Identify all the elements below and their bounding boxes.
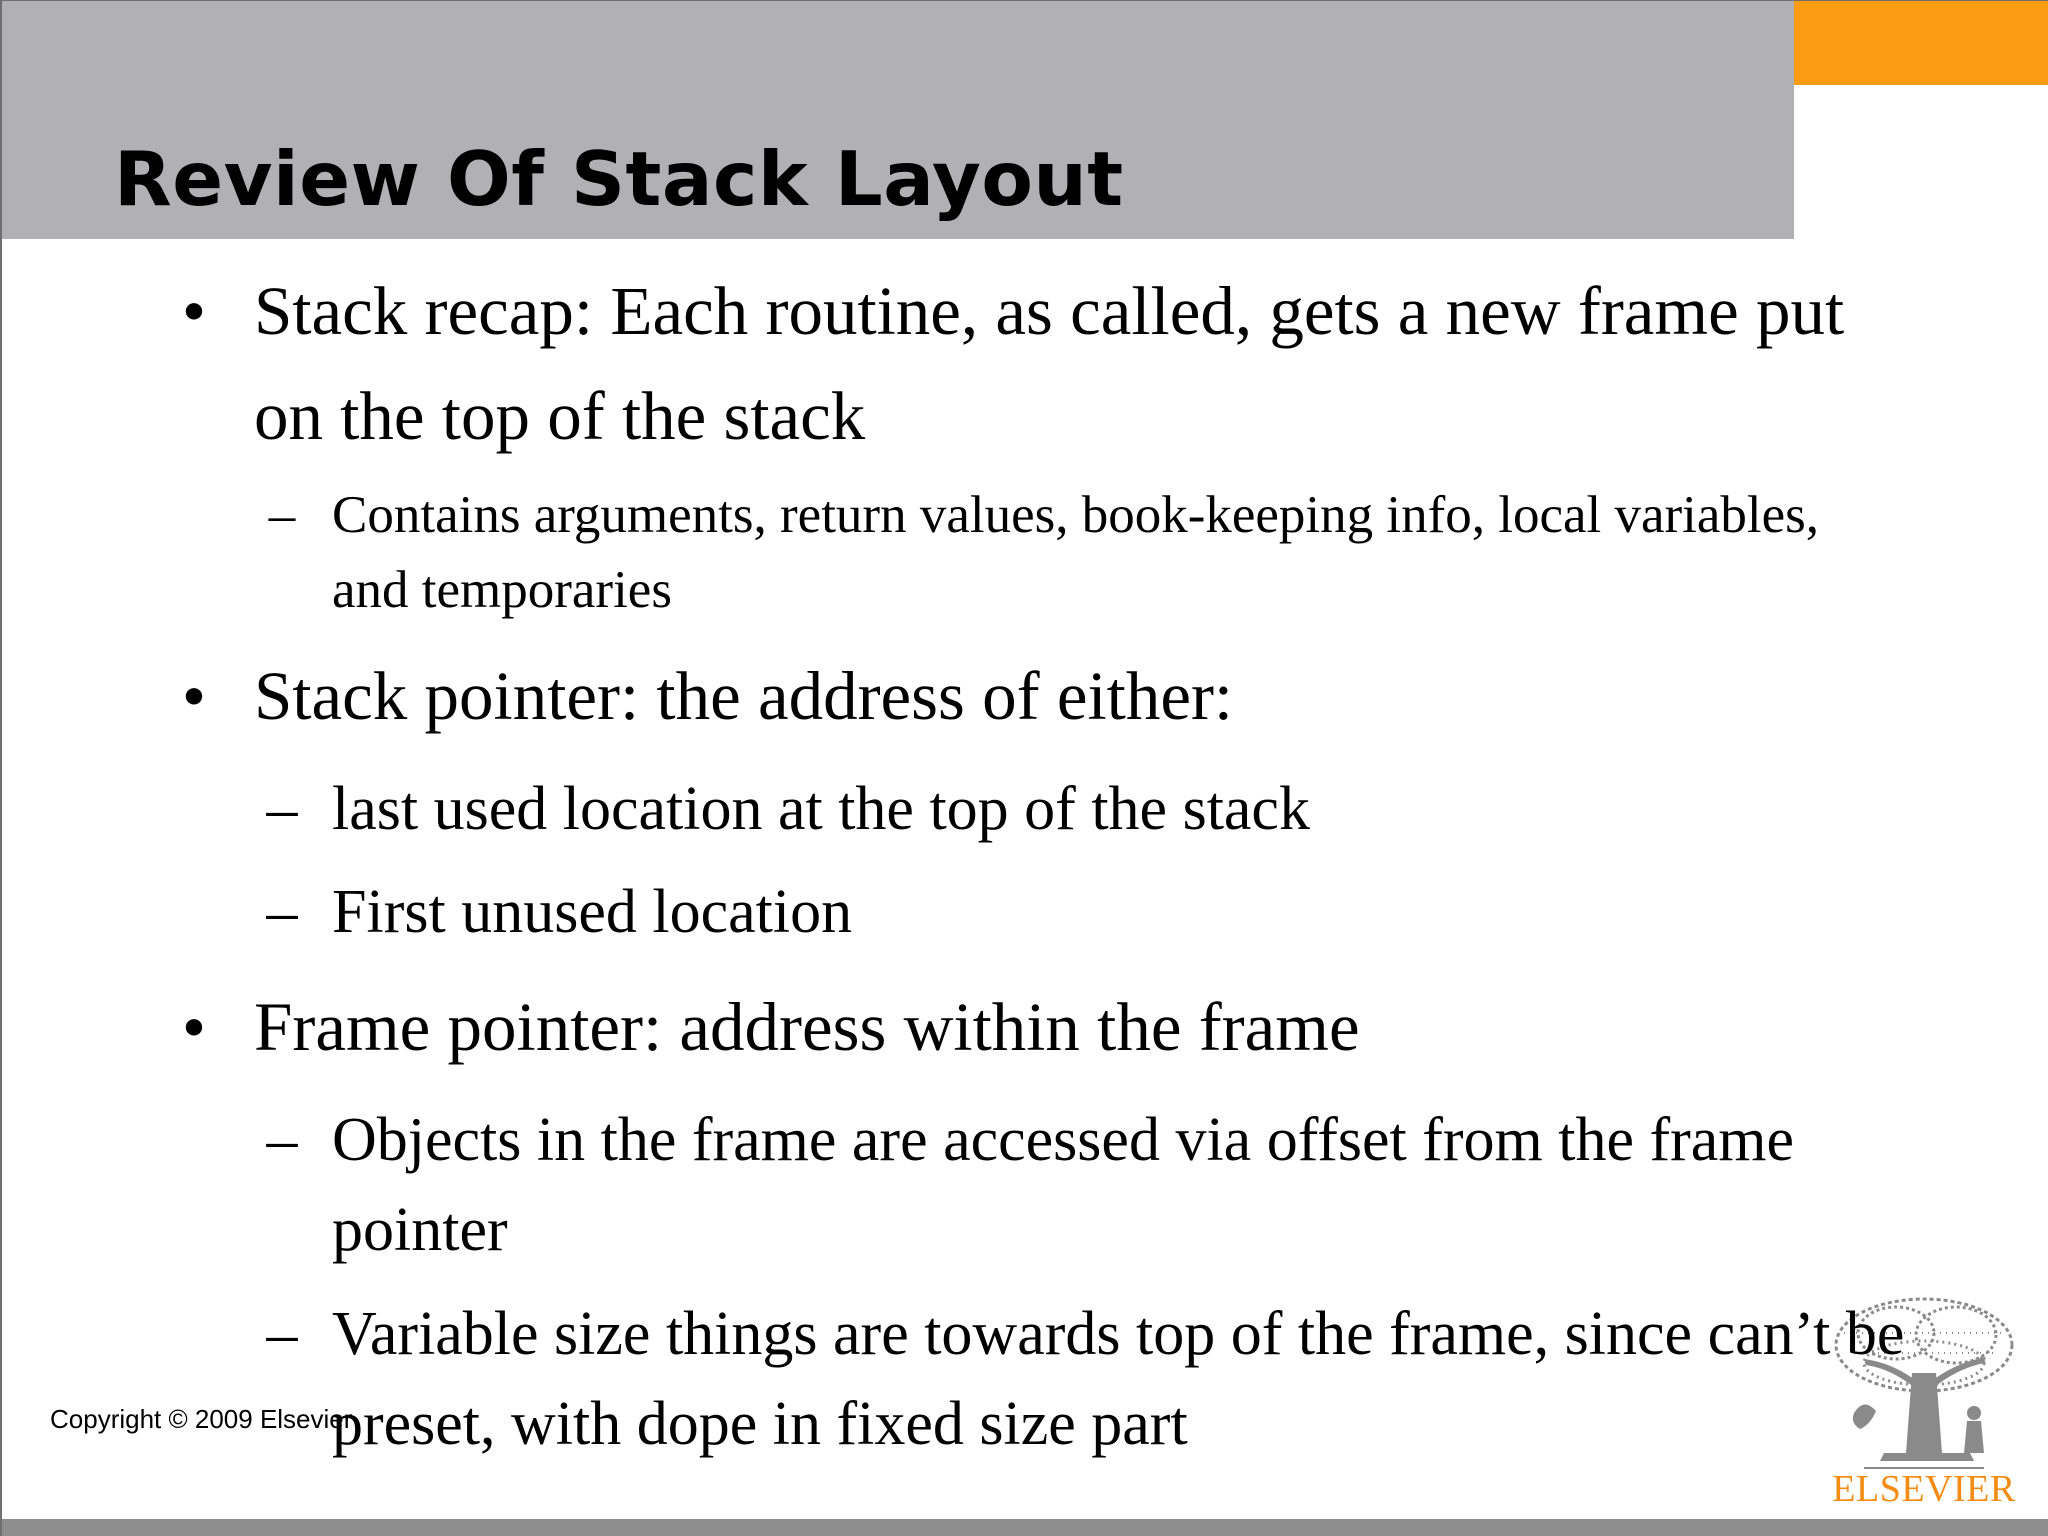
sub-bullet-item: [268, 478, 1892, 628]
sub-bullet-item: [266, 1095, 1892, 1275]
bullet-marker: •: [181, 658, 207, 734]
sub-bullet-text: Variable size things are towards top of the frame, since can’t be preset, with dope in fixed size part: [332, 1300, 1905, 1458]
dash-marker: –: [266, 1106, 298, 1174]
sub-bullet-item: [266, 1289, 2032, 1469]
bottom-rule: [2, 1519, 2048, 1536]
sub-bullet-item: [266, 764, 1892, 854]
dash-marker: –: [268, 486, 296, 544]
bullet-marker: •: [181, 273, 207, 349]
dash-marker: –: [266, 775, 298, 843]
elsevier-logo-text: ELSEVIER: [1832, 1468, 2016, 1510]
slide-title: Review Of Stack Layout: [114, 135, 1124, 223]
bullet-text: Stack pointer: the address of either:: [254, 658, 1234, 734]
dash-marker: –: [266, 878, 298, 946]
bullet-marker: •: [181, 989, 207, 1065]
sub-bullet-text: last used location at the top of the stack: [332, 775, 1310, 843]
sub-bullet-text: Objects in the frame are accessed via offset from the frame pointer: [332, 1106, 1795, 1264]
bullet-item: [181, 259, 1854, 469]
dash-marker: –: [266, 1300, 298, 1368]
accent-block: [1794, 1, 2048, 85]
bullet-text: Stack recap: Each routine, as called, gets a new frame put on the top of the stack: [254, 273, 1845, 454]
bullet-item: [181, 644, 1854, 749]
sub-bullet-item: [266, 867, 1892, 957]
sub-bullet-text: Contains arguments, return values, book-keeping info, local variables, and temporaries: [332, 486, 1820, 619]
bullet-text: Frame pointer: address within the frame: [254, 989, 1360, 1065]
bullet-item: [181, 975, 1854, 1080]
copyright-notice: Copyright © 2009 Elsevier: [50, 1404, 353, 1434]
sub-bullet-text: First unused location: [332, 878, 853, 946]
